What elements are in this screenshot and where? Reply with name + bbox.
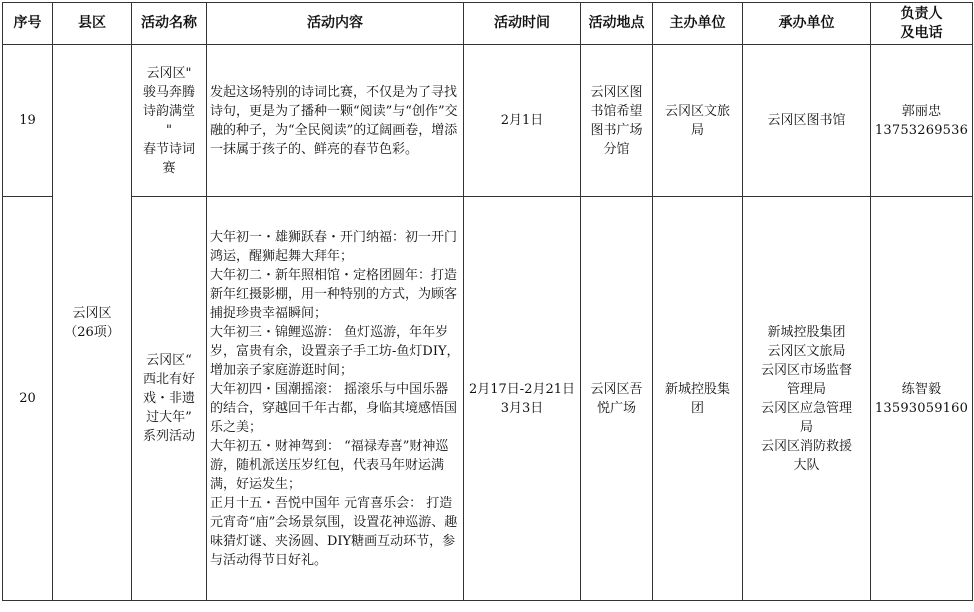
- content-paragraph: 正月十五・吾悦中国年 元宵喜乐会： 打造元宵奇“庙”会场景氛围，设置花神巡游、趣味猜灯谜、夹汤圆、DIY糖画互动环节，参与活动得节日好礼。: [210, 495, 458, 568]
- event-place: 云冈区图 书馆希望 图书广场 分馆: [581, 45, 653, 197]
- event-content: [207, 45, 464, 197]
- content-paragraph: 大年初三・锦鲤巡游： 鱼灯巡游，年年岁岁，富贵有余，设置亲子手工坊-鱼灯DIY，增加亲子家庭游逛时间；: [210, 324, 460, 378]
- row-number: 20: [3, 197, 53, 601]
- event-place: 云冈区吾 悦广场: [581, 197, 653, 601]
- table-row: [3, 197, 973, 601]
- event-organizer: 云冈区图书馆: [743, 45, 871, 197]
- events-table: [2, 2, 973, 601]
- content-paragraph: 大年初四・国潮摇滚： 摇滚乐与中国乐器的结合，穿越回千年古都，身临其境感悟国乐之美；: [210, 381, 458, 435]
- header-district: 县区: [53, 3, 132, 45]
- event-time: 2月17日-2月21日 3月3日: [464, 197, 581, 601]
- district-cell: 云冈区 （26项）: [53, 45, 132, 601]
- header-contact: 负责人 及电话: [871, 3, 973, 45]
- event-contact: 练智毅 13593059160: [871, 197, 973, 601]
- table-row: [3, 45, 973, 197]
- event-contact: 郭丽忠 13753269536: [871, 45, 973, 197]
- header-event-name: 活动名称: [132, 3, 207, 45]
- content-paragraph: 大年初一・雄狮跃春・开门纳福：初一开门鸿运，醒狮起舞大拜年；: [210, 229, 458, 264]
- header-organizer: 承办单位: [743, 3, 871, 45]
- content-paragraph: 发起这场特别的诗词比赛，不仅是为了寻找诗句，更是为了播种一颗“阅读”与“创作”交融的种子，为“全民阅读”的辽阔画卷，增添一抹属于孩子的、鲜亮的春节色彩。: [210, 84, 458, 157]
- content-paragraph: 大年初二・新年照相馆・定格团圆年：打造新年红摄影棚，用一种特别的方式，为顾客捕捉珍贵幸福瞬间；: [210, 267, 458, 321]
- event-host: 云冈区文旅 局: [653, 45, 743, 197]
- event-content: [207, 197, 464, 601]
- event-organizer: 新城控股集团 云冈区文旅局 云冈区市场监督 管理局 云冈区应急管理 局 云冈区消防救援 大队: [743, 197, 871, 601]
- event-time: 2月1日: [464, 45, 581, 197]
- header-no: 序号: [3, 3, 53, 45]
- header-event-content: 活动内容: [207, 3, 464, 45]
- event-name: 云冈区" 骏马奔腾 诗韵满堂 " 春节诗词 赛: [132, 45, 207, 197]
- header-host: 主办单位: [653, 3, 743, 45]
- event-host: 新城控股集 团: [653, 197, 743, 601]
- header-event-time: 活动时间: [464, 3, 581, 45]
- content-paragraph: 大年初五・财神驾到： “福禄寿喜”财神巡游，随机派送压岁红包，代表马年财运满满，好运发生；: [210, 438, 449, 492]
- row-number: 19: [3, 45, 53, 197]
- header-row: [3, 3, 973, 45]
- header-event-place: 活动地点: [581, 3, 653, 45]
- event-name: 云冈区“ 西北有好 戏・非遗 过大年” 系列活动: [132, 197, 207, 601]
